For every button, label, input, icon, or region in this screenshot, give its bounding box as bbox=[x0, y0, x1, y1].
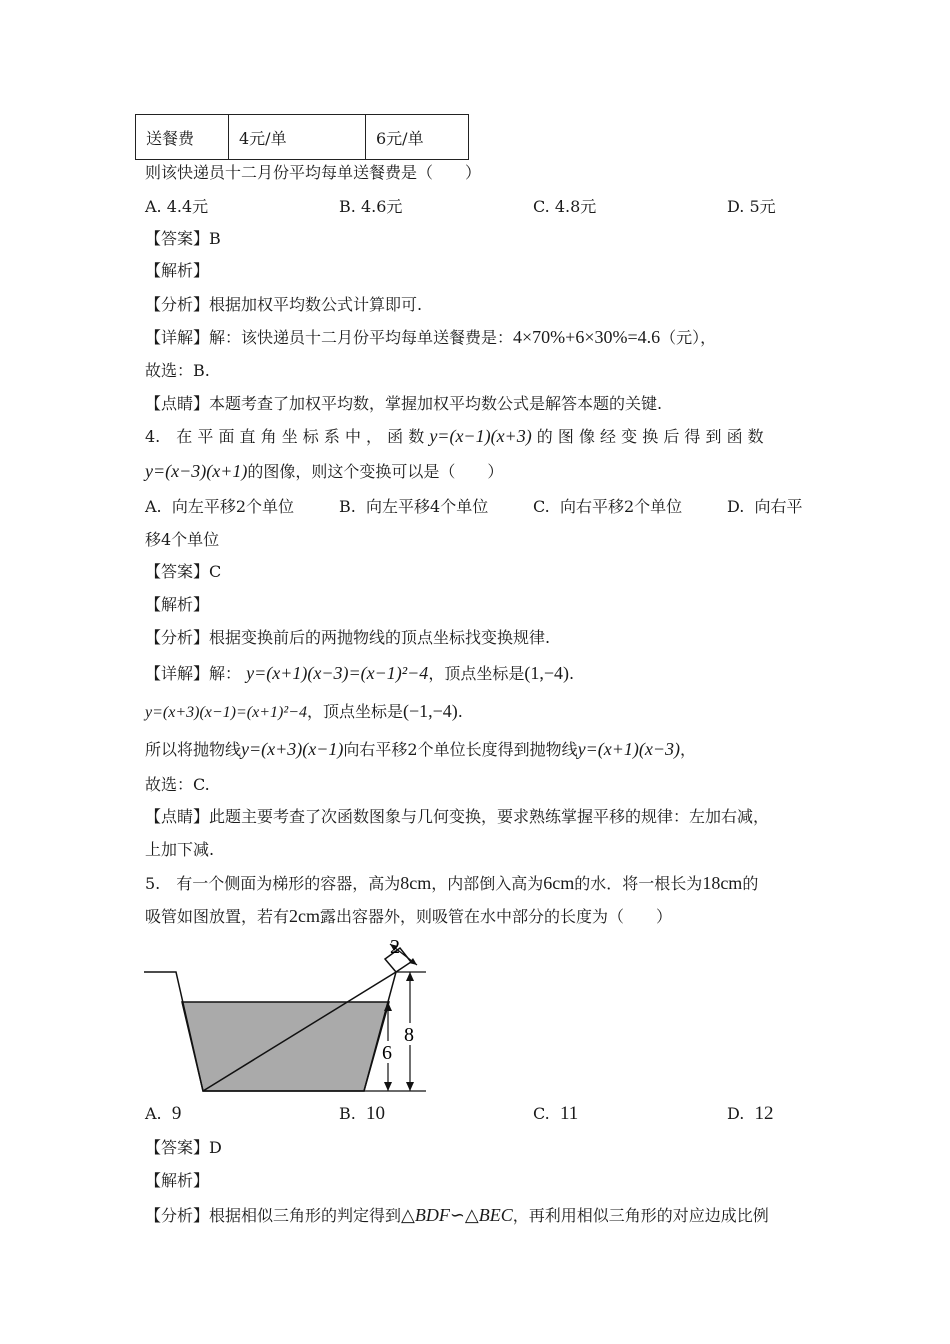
q5-option-d bbox=[727, 1103, 774, 1125]
option-label: C. bbox=[533, 1104, 550, 1123]
arrowhead bbox=[406, 972, 414, 981]
q4-option-c bbox=[533, 496, 682, 518]
text: 【详解】解： bbox=[145, 664, 242, 683]
q3-option-b bbox=[339, 196, 402, 218]
fee-table bbox=[135, 114, 469, 160]
table-cell: 6元/单 bbox=[366, 115, 469, 160]
q3-stem: 则该快递员十二月份平均每单送餐费是（ ） bbox=[145, 163, 482, 182]
option-label: C. bbox=[533, 197, 550, 216]
text: 的水．将一根长为 bbox=[574, 874, 703, 893]
q4-stem-line2 bbox=[145, 460, 503, 483]
q3-option-a bbox=[145, 196, 208, 218]
q3-option-d bbox=[727, 196, 776, 218]
q4-fenxi: 【分析】根据变换前后的两抛物线的顶点坐标找变换规律. bbox=[145, 628, 551, 647]
option-label: B. bbox=[339, 197, 356, 216]
q4-option-a bbox=[145, 496, 294, 518]
formula: 4×70%+6×30%=4.6 bbox=[513, 327, 661, 347]
value: 6cm bbox=[543, 873, 575, 893]
option-text: 向左平移4个单位 bbox=[366, 497, 489, 516]
option-text: 向右平 bbox=[754, 497, 803, 516]
option-label: D. bbox=[727, 497, 745, 516]
q3-choice: 故选：B. bbox=[145, 361, 210, 380]
option-label: A. bbox=[145, 497, 162, 516]
option-label: B. bbox=[339, 497, 356, 516]
text: 【详解】解：该快递员十二月份平均每单送餐费是： bbox=[145, 328, 514, 347]
text: 5. 有一个侧面为梯形的容器，高为 bbox=[145, 874, 401, 893]
option-label: B. bbox=[339, 1104, 356, 1123]
formula: △BDF∽△BEC bbox=[401, 1205, 513, 1225]
q4-stem-line1 bbox=[145, 425, 764, 448]
q5-option-a bbox=[145, 1103, 181, 1125]
option-label: D. bbox=[727, 197, 745, 216]
option-text: 4.8元 bbox=[554, 197, 597, 216]
q4-conclusion: 所以将抛物线y=(x+3)(x−1)向右平移2个单位长度得到抛物线y=(x+1)(x−3)， bbox=[145, 739, 696, 759]
text: 所以将抛物线 bbox=[145, 740, 242, 759]
q4-option-d-continuation: 移4个单位 bbox=[145, 530, 220, 549]
option-text: 12 bbox=[754, 1103, 774, 1124]
text: ，再利用相似三角形的对应边成比例 bbox=[512, 1206, 769, 1225]
value: 8cm bbox=[400, 873, 432, 893]
q4-dianjing-line2: 上加下减. bbox=[145, 840, 215, 859]
q5-answer: 【答案】D bbox=[145, 1138, 222, 1157]
q5-option-b bbox=[339, 1103, 385, 1125]
q5-analysis-heading: 【解析】 bbox=[145, 1171, 210, 1190]
text: 吸管如图放置，若有 bbox=[145, 907, 290, 926]
table-cell: 送餐费 bbox=[136, 115, 229, 160]
q4-option-b bbox=[339, 496, 488, 518]
formula: (−1,−4) bbox=[402, 701, 458, 721]
text: 【分析】根据相似三角形的判定得到 bbox=[145, 1206, 402, 1225]
value: 18cm bbox=[702, 873, 743, 893]
q4-option-d bbox=[727, 496, 803, 518]
text: 的图像，则这个变换可以是（ ） bbox=[247, 462, 504, 481]
formula: y=(x+1)(x−3) bbox=[577, 739, 680, 759]
text: ，顶点坐标是 bbox=[306, 702, 403, 721]
option-text: 向左平移2个单位 bbox=[171, 497, 294, 516]
q5-fenxi bbox=[145, 1204, 769, 1227]
q3-analysis-heading: 【解析】 bbox=[145, 261, 210, 280]
water-region bbox=[182, 1002, 389, 1091]
q3-answer: 【答案】B bbox=[145, 229, 221, 248]
formula: y=(x−1)(x+3) bbox=[429, 426, 532, 446]
option-label: D. bbox=[727, 1104, 745, 1123]
container-straw-figure bbox=[140, 935, 440, 1100]
option-label: A. bbox=[145, 1104, 162, 1123]
text: ，顶点坐标是 bbox=[428, 664, 525, 683]
q3-option-c bbox=[533, 196, 596, 218]
q3-dianjing: 【点睛】本题考查了加权平均数，掌握加权平均数公式是解答本题的关键. bbox=[145, 394, 663, 413]
text: 露出容器外，则吸管在水中部分的长度为（ ） bbox=[320, 907, 673, 926]
option-text: 4.4元 bbox=[166, 197, 209, 216]
q4-xiangjie: 【详解】解： y=(x+1)(x−3)=(x−1)²−4，顶点坐标是(1,−4). bbox=[145, 663, 575, 683]
q5-stem-line2 bbox=[145, 905, 672, 928]
text: 4. 在 平 面 直 角 坐 标 系 中 ， 函 数 bbox=[145, 427, 425, 446]
formula: y=(x+3)(x−1)=(x+1)²−4 bbox=[145, 704, 307, 721]
option-text: 9 bbox=[171, 1103, 182, 1124]
label-2: 2 bbox=[390, 936, 400, 958]
q4-answer: 【答案】C bbox=[145, 562, 222, 581]
q5-stem-line1 bbox=[145, 872, 758, 895]
q3-fenxi: 【分析】根据加权平均数公式计算即可. bbox=[145, 295, 423, 314]
option-text: 11 bbox=[559, 1103, 579, 1124]
formula: y=(x+3)(x−1) bbox=[241, 739, 344, 759]
option-text: 5元 bbox=[749, 197, 776, 216]
value: 2cm bbox=[289, 906, 321, 926]
q4-choice: 故选：C. bbox=[145, 775, 210, 794]
q4-second-function: y=(x+3)(x−1)=(x+1)²−4，顶点坐标是(−1,−4). bbox=[145, 701, 463, 721]
table-cell: 4元/单 bbox=[229, 115, 366, 160]
option-text: 向右平移2个单位 bbox=[559, 497, 683, 516]
q3-xiangjie bbox=[145, 326, 716, 349]
option-text: 10 bbox=[366, 1103, 386, 1124]
option-label: A. bbox=[145, 197, 162, 216]
label-6: 6 bbox=[382, 1042, 392, 1064]
q5-option-c bbox=[533, 1103, 578, 1125]
text: 向右平移2个单位长度得到抛物线 bbox=[343, 740, 578, 759]
arrowhead bbox=[384, 1082, 392, 1091]
formula: y=(x−3)(x+1) bbox=[145, 461, 248, 481]
text: （元）， bbox=[660, 328, 717, 347]
formula: y=(x+1)(x−3)=(x−1)²−4 bbox=[246, 663, 429, 683]
q4-dianjing-line1: 【点睛】此题主要考查了次函数图象与几何变换，要求熟练掌握平移的规律：左加右减， bbox=[145, 807, 770, 826]
option-text: 4.6元 bbox=[360, 197, 403, 216]
arrowhead bbox=[406, 1082, 414, 1091]
formula: (1,−4) bbox=[524, 663, 569, 683]
table-row bbox=[136, 115, 469, 160]
text: 的 bbox=[742, 874, 759, 893]
label-8: 8 bbox=[404, 1024, 414, 1046]
option-label: C. bbox=[533, 497, 550, 516]
q4-analysis-heading: 【解析】 bbox=[145, 595, 210, 614]
text: ，内部倒入高为 bbox=[431, 874, 544, 893]
text: 的 图 像 经 变 换 后 得 到 函 数 bbox=[536, 427, 764, 446]
